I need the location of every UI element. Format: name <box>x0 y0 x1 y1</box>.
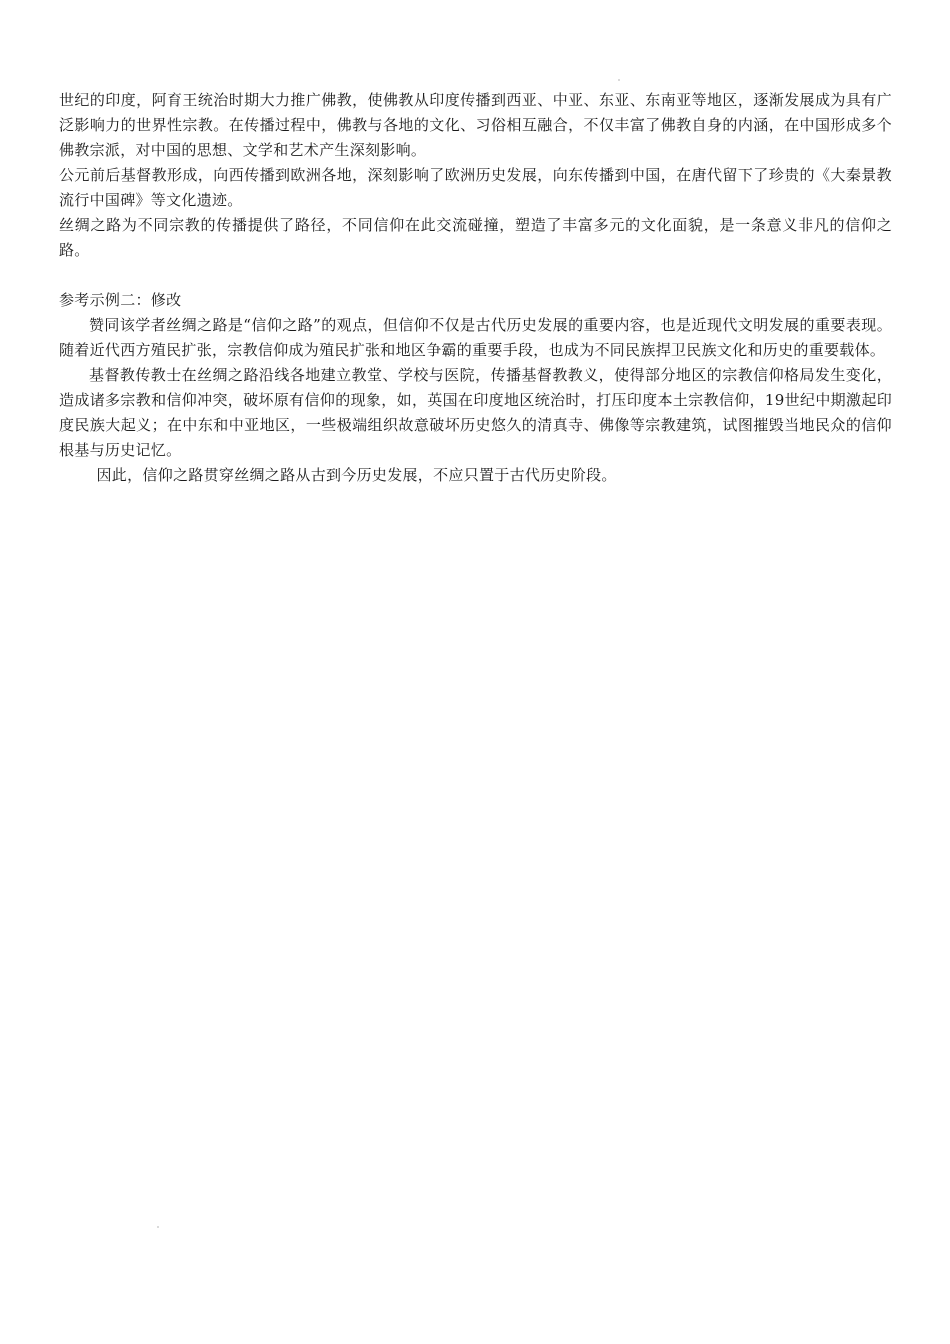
paragraph-silk-road-conclusion: 丝绸之路为不同宗教的传播提供了路径，不同信仰在此交流碰撞，塑造了丰富多元的文化面貌，是一条意义非凡的信仰之路。 <box>59 216 892 259</box>
paragraph-gap <box>59 263 892 288</box>
section-heading: 参考示例二：修改 <box>59 291 182 309</box>
paragraph-missionaries: 基督教传教士在丝绸之路沿线各地建立教堂、学校与医院，传播基督教教义，使得部分地区的宗教信仰格局发生变化，造成诸多宗教和信仰冲突，破坏原有信仰的现象，如，英国在印度地区统治时，打压印度本土宗教信仰，19世纪中期激起印度民族大起义；在中东和中亚地区，一些极端组织故意破坏历史悠久的清真寺、佛像等宗教建筑，试图摧毁当地民众的信仰根基与历史记忆。 <box>59 366 892 459</box>
paragraph-agree-viewpoint: 赞同该学者丝绸之路是“信仰之路”的观点，但信仰不仅是古代历史发展的重要内容，也是近现代文明发展的重要表现。随着近代西方殖民扩张，宗教信仰成为殖民扩张和地区争霸的重要手段，也成为不同民族捍卫民族文化和历史的重要载体。 <box>59 316 892 359</box>
paragraph-final-conclusion: 因此，信仰之路贯穿丝绸之路从古到今历史发展，不应只置于古代历史阶段。 <box>96 466 617 484</box>
paragraph-buddhism-spread: 世纪的印度，阿育王统治时期大力推广佛教，使佛教从印度传播到西亚、中亚、东亚、东南亚等地区，逐渐发展成为具有广泛影响力的世界性宗教。在传播过程中，佛教与各地的文化、习俗相互融合，不仅丰富了佛教自身的内涵，在中国形成多个佛教宗派，对中国的思想、文学和艺术产生深刻影响。 <box>59 91 892 159</box>
paragraph-christianity-spread: 公元前后基督教形成，向西传播到欧洲各地，深刻影响了欧洲历史发展，向东传播到中国，在唐代留下了珍贵的《大秦景教流行中国碑》等文化遗迹。 <box>59 166 892 209</box>
scan-speck-top <box>618 79 620 81</box>
scan-speck-bottom <box>157 1226 159 1228</box>
document-page <box>59 88 892 488</box>
